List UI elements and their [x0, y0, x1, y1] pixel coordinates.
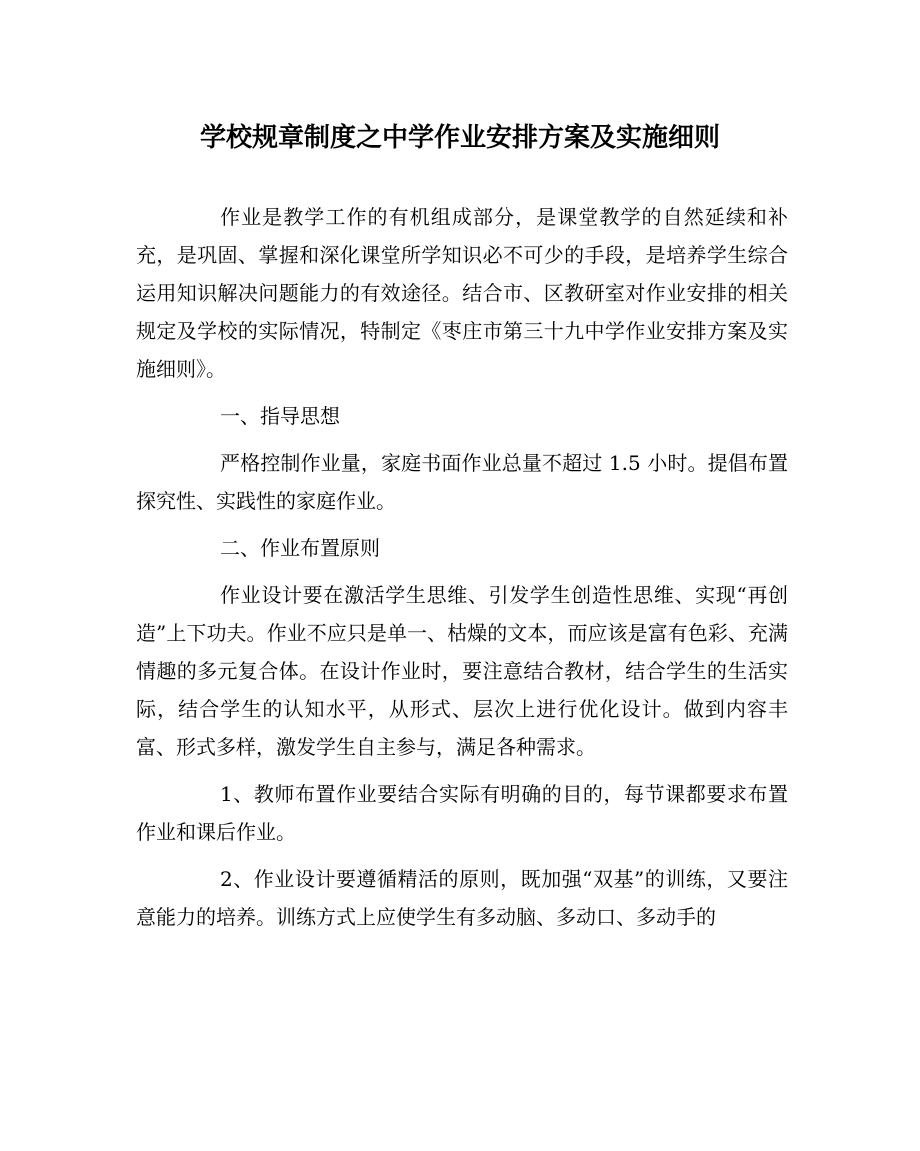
section-heading-guiding-thought: 一、指导思想 — [220, 404, 340, 428]
principles-paragraph: 作业设计要在激活学生思维、引发学生创造性思维、实现“再创造”上下功夫。作业不应只是单一、枯燥的文本，而应该是富有色彩、充满情趣的多元复合体。在设计作业时，要注意结合教材，结合学生的生活实际，结合学生的认知水平，从形式、层次上进行优化设计。做到内容丰富、形式多样，激发学生自主参与，满足各种需求。 — [136, 583, 788, 759]
principle-item-2: 2、作业设计要遵循精活的原则，既加强“双基”的训练，又要注意能力的培养。训练方式上应使学生有多动脑、多动口、多动手的 — [136, 867, 788, 929]
intro-paragraph: 作业是教学工作的有机组成部分，是课堂教学的自然延续和补充，是巩固、掌握和深化课堂所学知识必不可少的手段，是培养学生综合运用知识解决问题能力的有效途径。结合市、区教研室对作业安排的相关规定及学校的实际情况，特制定《枣庄市第三十九中学作业安排方案及实施细则》。 — [136, 205, 788, 381]
document-body — [136, 198, 788, 945]
principle-item-1: 1、教师布置作业要结合实际有明确的目的，每节课都要求布置作业和课后作业。 — [136, 782, 788, 844]
document-title: 学校规章制度之中学作业安排方案及实施细则 — [199, 123, 720, 153]
section-heading-principles: 二、作业布置原则 — [220, 536, 380, 560]
guiding-thought-paragraph: 严格控制作业量，家庭书面作业总量不超过 1.5 小时。提倡布置探究性、实践性的家庭作业。 — [136, 451, 788, 513]
